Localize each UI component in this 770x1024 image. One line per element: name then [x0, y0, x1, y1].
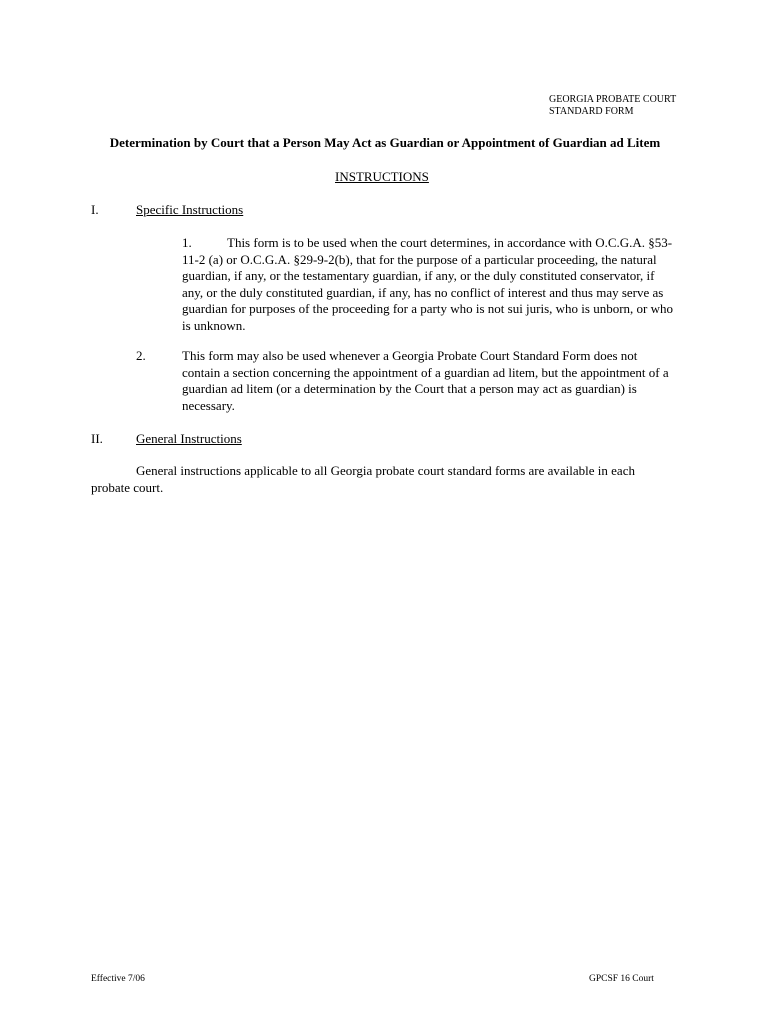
section-number-1: I. [91, 202, 99, 217]
item-number-2: 2. [136, 348, 146, 363]
form-title: Determination by Court that a Person May Act as Guardian or Appointment of Guardian ad Litem [109, 135, 661, 150]
instructions-heading: INSTRUCTIONS [335, 169, 429, 184]
court-header-line2: STANDARD FORM [549, 106, 634, 117]
general-instructions-text: General instructions applicable to all Georgia probate court standard forms are available in each probate court. [91, 463, 635, 495]
item-text-2: This form may also be used whenever a Georgia Probate Court Standard Form does not contain a section concerning the appointment of a guardian ad litem, but the appointment of a guardian ad litem (or a determination by the Court that a person may act as guardian) is necessary. [182, 348, 669, 413]
footer-form-code: GPCSF 16 Court [589, 974, 654, 984]
section-number-2: II. [91, 431, 103, 446]
item-number-1: 1. [182, 235, 192, 250]
court-header-line1: GEORGIA PROBATE COURT [549, 94, 677, 105]
court-header [549, 94, 676, 118]
section-title-specific-instructions: Specific Instructions [136, 202, 244, 217]
footer-effective-date: Effective 7/06 [91, 974, 145, 984]
item-text-1: This form is to be used when the court determines, in accordance with O.C.G.A. §53-11-2 (a) or O.C.G.A. §29-9-2(b), that for the purpose of a particular proceeding, the natural guardian, if any, or the testamentary guardian, if any, or the duly constituted conservator, if any, or the duly constituted guardian, if any, has no conflict of interest and thus may serve as guardian for purposes of the proceeding for a party who is not sui juris, who is unborn, or who is unknown. [182, 235, 674, 333]
section-title-general-instructions: General Instructions [136, 431, 242, 446]
